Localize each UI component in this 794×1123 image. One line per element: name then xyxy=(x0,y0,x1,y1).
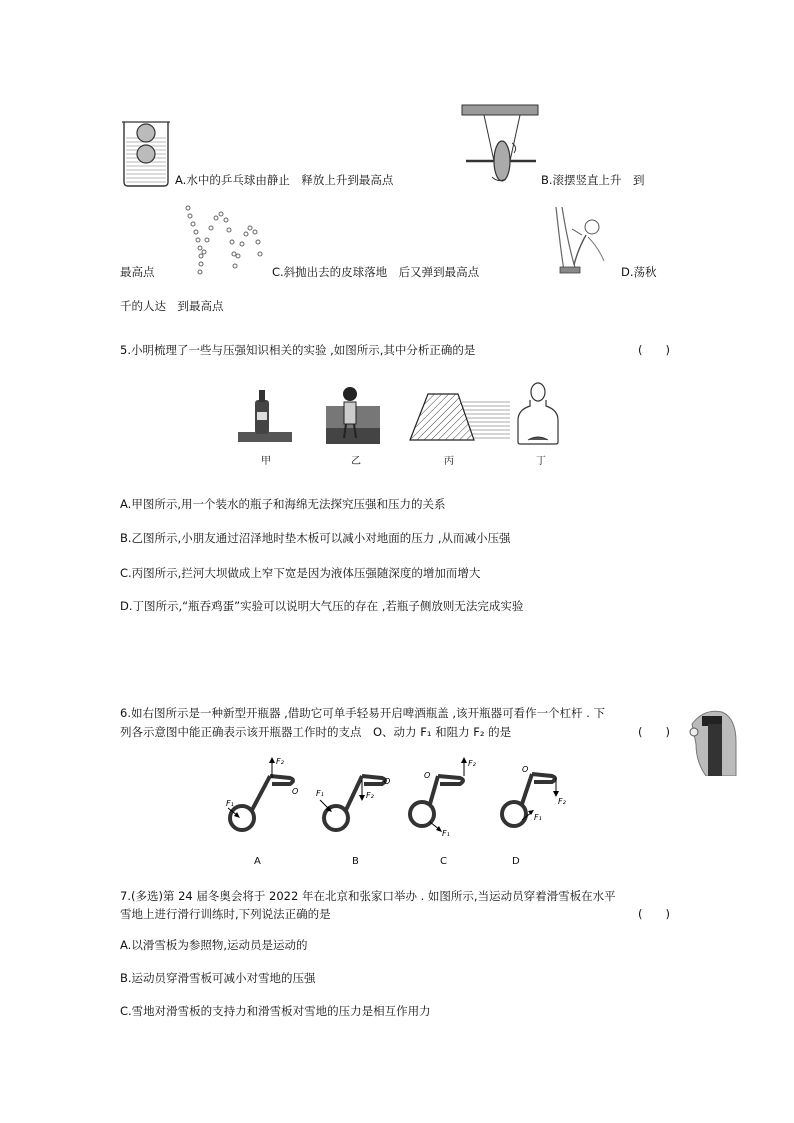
q5-stem: 5.小明梳理了一些与压强知识相关的实验 ,如图所示,其中分析正确的是 xyxy=(120,343,476,357)
label-o: O xyxy=(384,777,391,786)
label-o: O xyxy=(292,787,299,796)
diagram-letter-d: D xyxy=(512,856,520,867)
diagram-letter-c: C xyxy=(440,856,447,867)
fig-label-jia: 甲 xyxy=(261,456,271,467)
q6-stem-line2: 列各示意图中能正确表示该开瓶器工作时的支点 O、动力 F₁ 和阻力 F₂ 的是 xyxy=(120,725,512,739)
q7-option-a: A.以滑雪板为参照物,运动员是运动的 xyxy=(120,938,308,952)
bottle-opener-photo xyxy=(686,702,738,776)
label-f1: F₁ xyxy=(442,829,450,838)
q4-line2-start: 最高点 xyxy=(120,265,155,279)
q7-stem-line2: 雪地上进行滑行训练时,下列说法正确的是 xyxy=(120,907,331,921)
beaker-pingpong-figure xyxy=(120,116,172,188)
label-o: O xyxy=(522,765,529,774)
opener-diagram-b xyxy=(316,762,400,836)
label-f1: F₁ xyxy=(316,789,324,798)
q7-option-c: C.雪地对滑雪板的支持力和滑雪板对雪地的压力是相互作用力 xyxy=(120,1004,431,1018)
fig-label-ding: 丁 xyxy=(536,456,546,467)
label-f2: F₂ xyxy=(276,757,284,766)
fig-label-bing: 丙 xyxy=(444,456,454,467)
opener-diagram-d xyxy=(494,760,578,834)
q7-stem-line1: 7.(多选)第 24 届冬奥会将于 2022 年在北京和张家口举办 . 如图所示,当运动员穿着滑雪板在水平 xyxy=(120,889,616,903)
q4-option-a: A.水中的乒乓球由静止 释放上升到最高点 xyxy=(175,173,394,187)
dam-cross-section-figure xyxy=(408,392,512,442)
q4-option-c: C.斜抛出去的皮球落地 后又弹到最高点 xyxy=(272,265,480,279)
child-on-plank-figure xyxy=(324,384,382,446)
opener-diagram-a xyxy=(226,756,310,836)
egg-in-bottle-figure xyxy=(514,380,562,446)
q4-option-b: B.滚摆竖直上升 到 xyxy=(541,173,645,187)
opener-diagram-c xyxy=(404,756,488,838)
q5-option-b: B.乙图所示,小朋友通过沼泽地时垫木板可以减小对地面的压力 ,从而减小压强 xyxy=(120,531,511,545)
rolling-pendulum-figure xyxy=(458,103,540,187)
bottle-on-sponge-figure xyxy=(236,386,294,444)
bouncing-ball-figure xyxy=(184,204,268,278)
label-f2: F₂ xyxy=(366,791,374,800)
label-f1: F₁ xyxy=(226,799,234,808)
q6-answer-paren: ( ) xyxy=(638,725,670,739)
q7-answer-paren: ( ) xyxy=(638,907,670,921)
label-f2: F₂ xyxy=(468,759,476,768)
q6-stem-line1: 6.如右图所示是一种新型开瓶器 ,借助它可单手轻易开启啤酒瓶盖 ,该开瓶器可看作一个杠杆 . 下 xyxy=(120,706,606,720)
q5-option-d: D.丁图所示,“瓶吞鸡蛋”实验可以说明大气压的存在 ,若瓶子侧放则无法完成实验 xyxy=(120,599,524,613)
fig-label-yi: 乙 xyxy=(351,456,361,467)
label-f1: F₁ xyxy=(534,813,542,822)
label-f2: F₂ xyxy=(558,797,566,806)
label-o: O xyxy=(424,771,431,780)
swing-figure xyxy=(548,205,614,279)
diagram-letter-a: A xyxy=(254,856,261,867)
q5-answer-paren: ( ) xyxy=(638,343,670,357)
q5-option-c: C.丙图所示,拦河大坝做成上窄下宽是因为液体压强随深度的增加而增大 xyxy=(120,566,481,580)
q4-line3: 千的人达 到最高点 xyxy=(120,299,224,313)
q7-option-b: B.运动员穿滑雪板可减小对雪地的压强 xyxy=(120,971,316,985)
diagram-letter-b: B xyxy=(352,856,359,867)
q4-option-d: D.荡秋 xyxy=(621,265,657,279)
q5-option-a: A.甲图所示,用一个装水的瓶子和海绵无法探究压强和压力的关系 xyxy=(120,497,446,511)
